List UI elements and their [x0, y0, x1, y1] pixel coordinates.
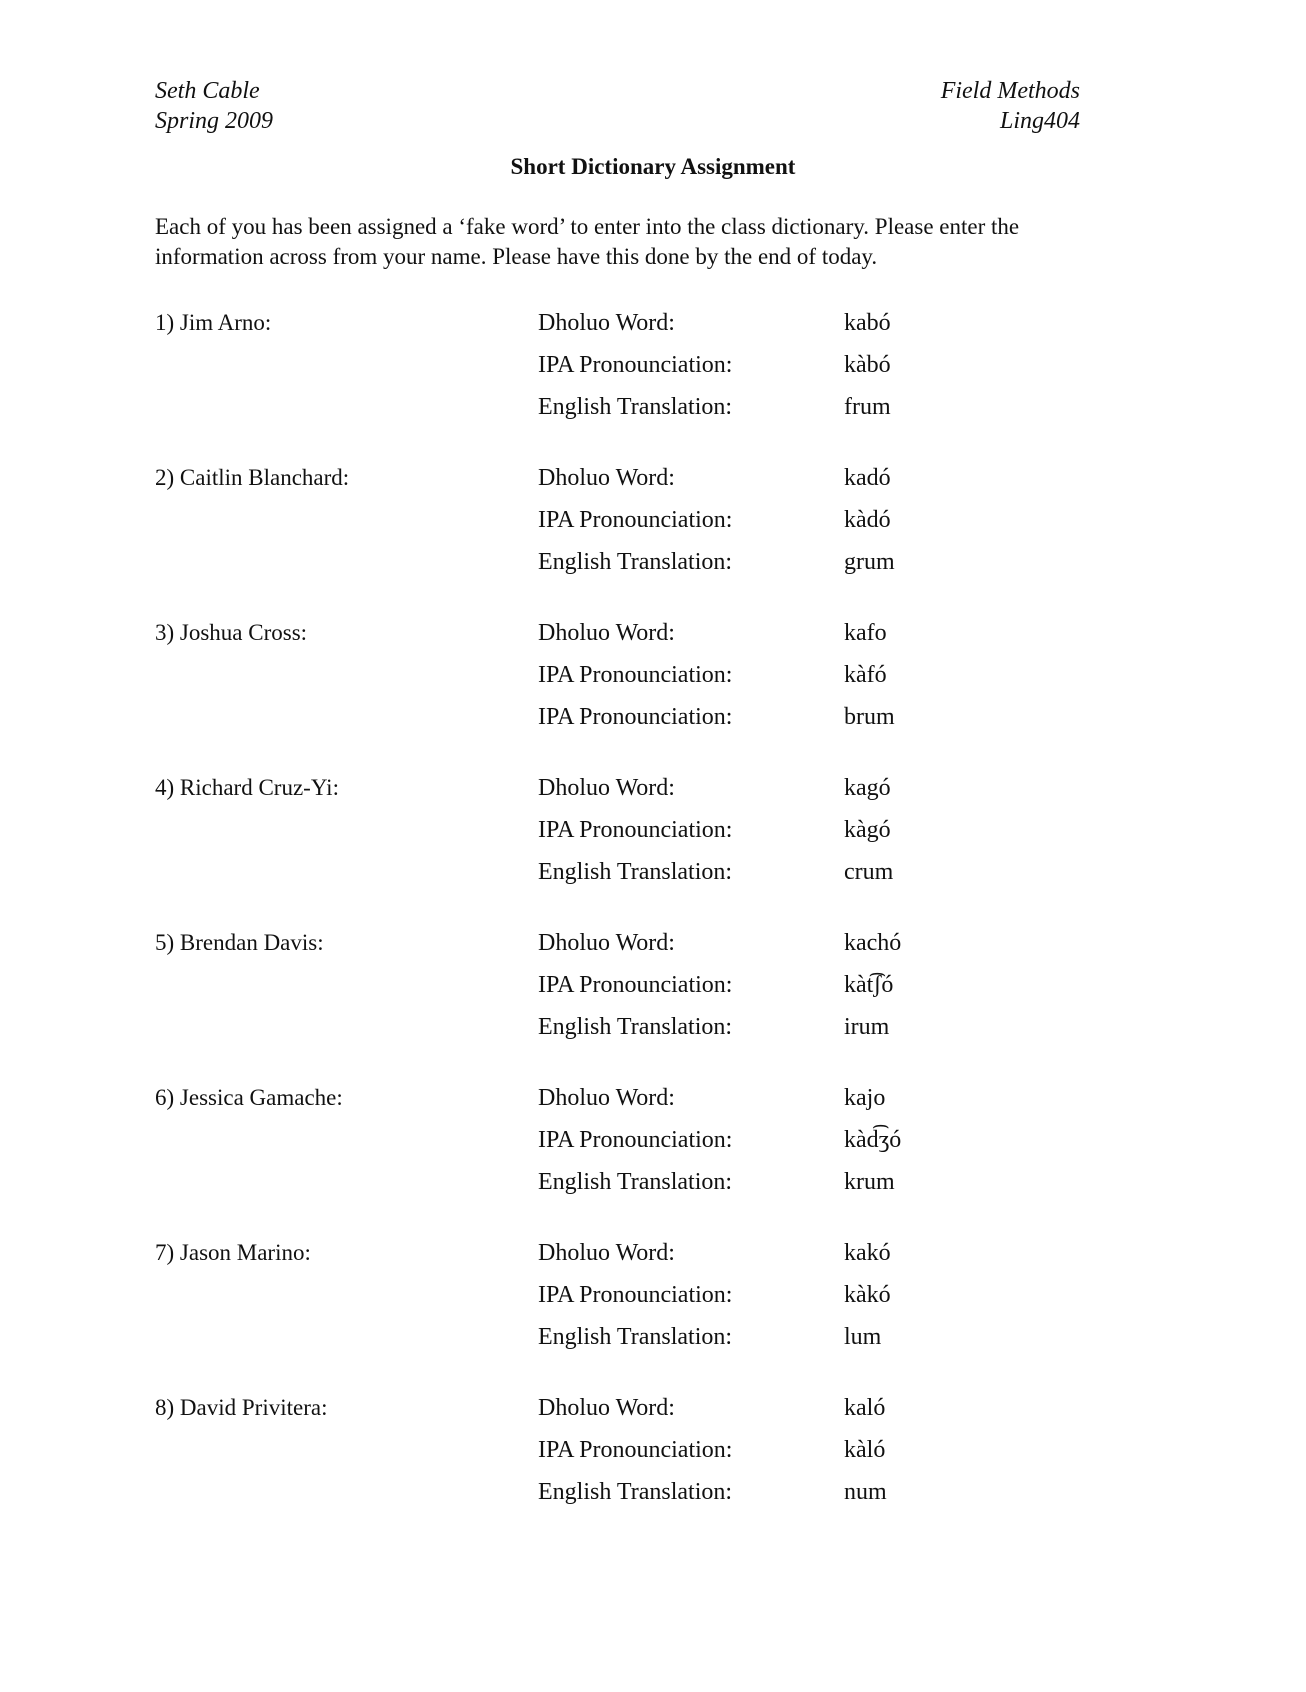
dictionary-entry	[155, 773, 1155, 928]
row-value: kàfó	[844, 662, 887, 688]
row-value: kaló	[844, 1395, 886, 1421]
dictionary-entries	[155, 308, 1155, 1548]
row-label: IPA Pronounciation:	[538, 662, 733, 688]
student-name: 8) David Privitera:	[155, 1395, 328, 1420]
row-label: Dholuo Word:	[538, 1240, 675, 1266]
course-code: Ling404	[999, 108, 1080, 134]
row-value: kachó	[844, 930, 902, 956]
row-value: kàló	[844, 1437, 886, 1463]
student-name: 1) Jim Arno:	[155, 310, 272, 335]
student-name: 4) Richard Cruz-Yi:	[155, 775, 339, 800]
row-value: kàkó	[844, 1282, 891, 1308]
row-label: IPA Pronounciation:	[538, 1437, 733, 1463]
student-name: 7) Jason Marino:	[155, 1240, 311, 1265]
row-value: kakó	[844, 1240, 891, 1266]
row-label: Dholuo Word:	[538, 620, 675, 646]
row-label: IPA Pronounciation:	[538, 704, 733, 730]
document-title: Short Dictionary Assignment	[510, 154, 796, 179]
row-label: English Translation:	[538, 394, 733, 420]
row-value: kàbó	[844, 352, 891, 378]
row-label: IPA Pronounciation:	[538, 352, 733, 378]
header-right	[880, 76, 1080, 136]
row-label: Dholuo Word:	[538, 310, 675, 336]
row-value: kadó	[844, 465, 891, 491]
row-value: crum	[844, 859, 894, 885]
row-value: kàdó	[844, 507, 891, 533]
dictionary-entry	[155, 463, 1155, 618]
term: Spring 2009	[155, 108, 274, 134]
row-value: kajo	[844, 1085, 886, 1111]
row-value: kàt͡ʃó	[844, 972, 894, 998]
dictionary-entry	[155, 308, 1155, 463]
dictionary-entry	[155, 1083, 1155, 1238]
author-name: Seth Cable	[155, 78, 260, 104]
row-label: English Translation:	[538, 549, 733, 575]
row-value: brum	[844, 704, 895, 730]
student-name: 2) Caitlin Blanchard:	[155, 465, 350, 490]
student-name: 3) Joshua Cross:	[155, 620, 308, 645]
row-label: Dholuo Word:	[538, 775, 675, 801]
row-label: Dholuo Word:	[538, 465, 675, 491]
dictionary-entry	[155, 1238, 1155, 1393]
student-name: 5) Brendan Davis:	[155, 930, 324, 955]
row-value: frum	[844, 394, 891, 420]
instructions-line-1: Each of you has been assigned a ‘fake word’ to enter into the class dictionary. Please enter the	[155, 214, 1020, 239]
row-label: English Translation:	[538, 1169, 733, 1195]
row-value: lum	[844, 1324, 882, 1350]
row-value: kabó	[844, 310, 891, 336]
row-label: IPA Pronounciation:	[538, 1127, 733, 1153]
row-label: Dholuo Word:	[538, 1085, 675, 1111]
row-value: irum	[844, 1014, 890, 1040]
row-label: IPA Pronounciation:	[538, 507, 733, 533]
row-label: English Translation:	[538, 1479, 733, 1505]
row-label: English Translation:	[538, 859, 733, 885]
dictionary-entry	[155, 928, 1155, 1083]
row-value: kàd͡ʒó	[844, 1127, 902, 1153]
row-label: IPA Pronounciation:	[538, 1282, 733, 1308]
row-label: Dholuo Word:	[538, 1395, 675, 1421]
row-value: kagó	[844, 775, 891, 801]
student-name: 6) Jessica Gamache:	[155, 1085, 343, 1110]
instructions-line-2: information across from your name. Please have this done by the end of today.	[155, 244, 878, 269]
row-label: IPA Pronounciation:	[538, 817, 733, 843]
row-label: Dholuo Word:	[538, 930, 675, 956]
row-value: kàgó	[844, 817, 891, 843]
row-label: English Translation:	[538, 1014, 733, 1040]
row-label: English Translation:	[538, 1324, 733, 1350]
row-label: IPA Pronounciation:	[538, 972, 733, 998]
dictionary-entry	[155, 618, 1155, 773]
row-value: num	[844, 1479, 887, 1505]
instructions	[155, 212, 1155, 272]
dictionary-entry	[155, 1393, 1155, 1548]
row-value: kafo	[844, 620, 887, 646]
row-value: krum	[844, 1169, 895, 1195]
row-value: grum	[844, 549, 895, 575]
header-left	[155, 76, 273, 136]
course-name: Field Methods	[940, 78, 1080, 104]
